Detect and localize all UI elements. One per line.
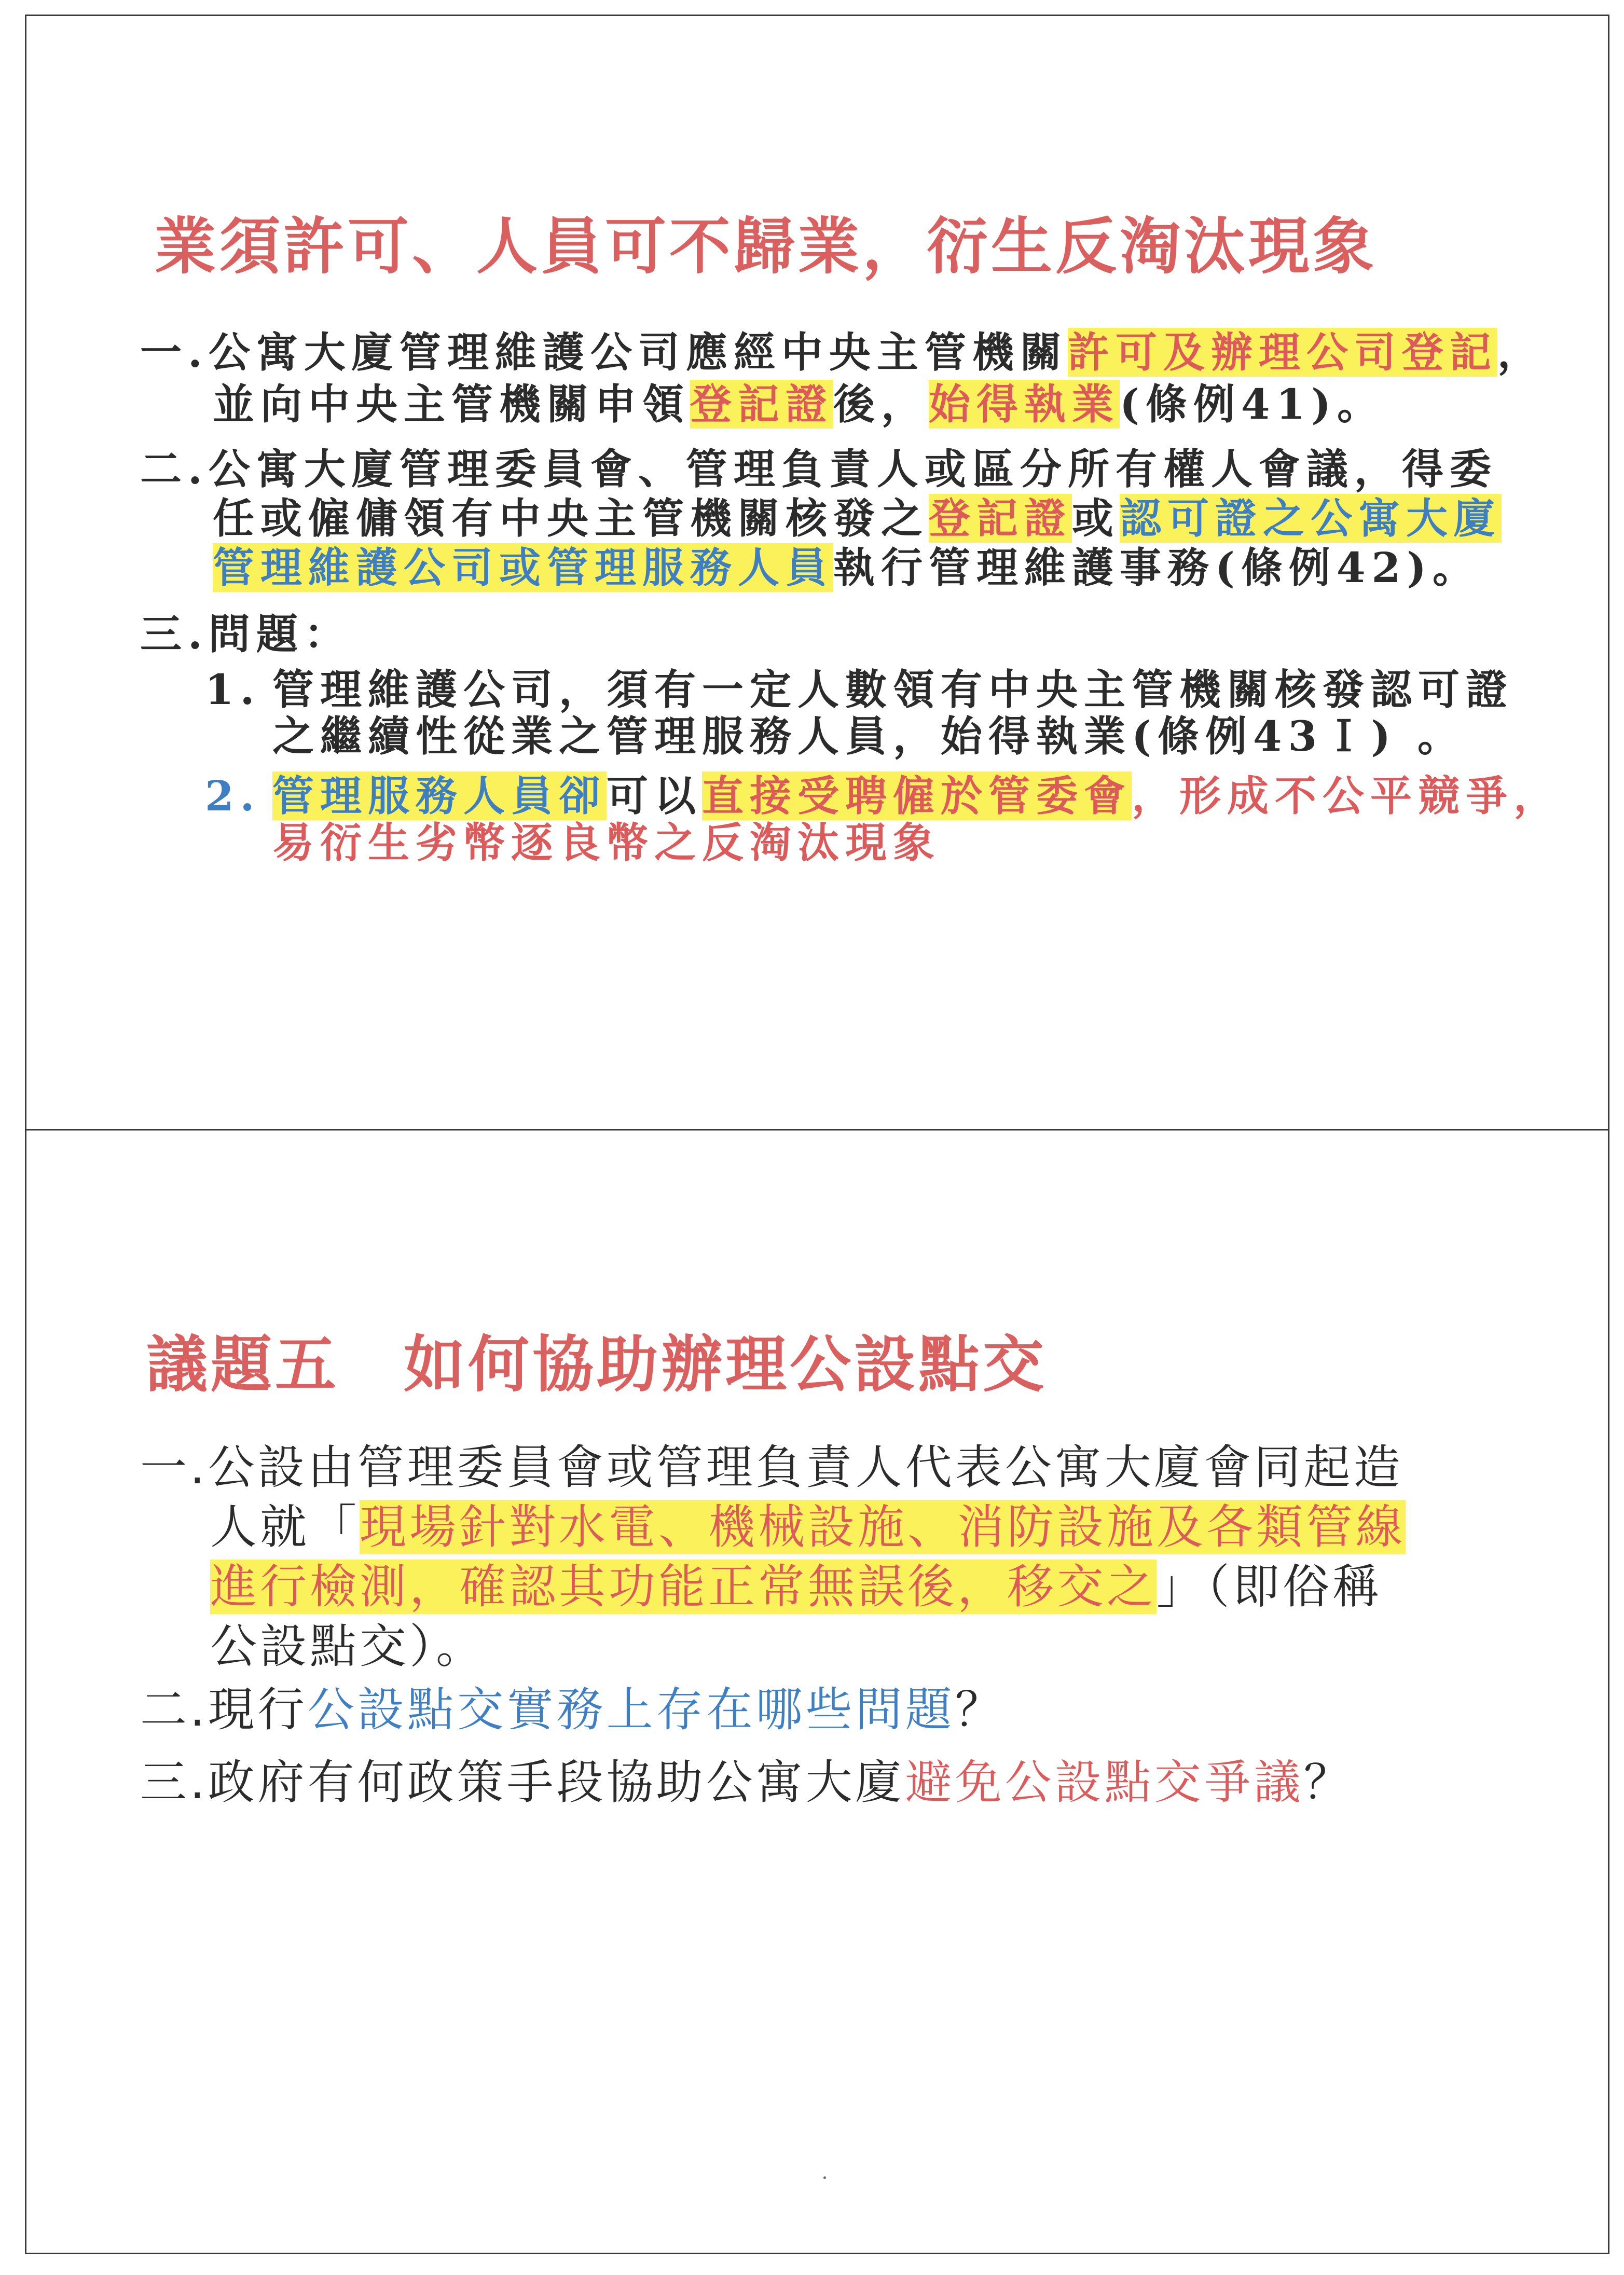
item-1-line-1 [140, 319, 1545, 379]
issue-2-number: 二. [140, 1683, 208, 1737]
issue-1-line-1 [140, 1429, 1403, 1497]
text: (條例41)。 [1120, 380, 1385, 429]
item-2-line-3 [213, 534, 1480, 594]
sub-1-line-2 [272, 703, 1465, 763]
text: 並向中央主管機關申領 [213, 380, 690, 429]
highlight: 許可及辦理公司登記 [1067, 328, 1497, 377]
highlight: 始得執業 [929, 380, 1120, 429]
sub-2-number: 2. [205, 771, 261, 820]
text: 公設點交）。 [210, 1619, 486, 1674]
item-3-number: 三. [140, 610, 209, 658]
issue-3-number: 三. [140, 1755, 208, 1810]
item-2-number: 二. [140, 445, 209, 493]
text: ？ [1303, 1755, 1354, 1810]
text: 後， [833, 380, 929, 429]
slide-2-title: 議題五 如何協助辦理公設點交 [146, 1328, 1048, 1400]
issue-1-number: 一. [140, 1440, 208, 1495]
text: 人就「 [210, 1500, 360, 1554]
issue-3-line [140, 1744, 1354, 1812]
text: 管理維護公司，須有一定人數領有中央主管機關核發認可證 [272, 665, 1513, 714]
text: ， [1497, 328, 1545, 377]
text: 政府有何政策手段協助公寓大廈 [208, 1755, 905, 1810]
highlight: 直接受聘僱於管委會 [702, 771, 1132, 820]
issue-1-line-4 [210, 1608, 486, 1676]
sub-2-line-2 [272, 809, 941, 869]
text: 」（即俗稱 [1157, 1560, 1382, 1614]
slide-divider [25, 1129, 1609, 1130]
text: 可以 [607, 771, 702, 820]
item-1-line-2 [213, 371, 1385, 431]
text: ，形成不公平競爭， [1132, 771, 1561, 820]
issue-1-line-3 [210, 1549, 1382, 1616]
text: 避免公設點交爭議 [905, 1755, 1304, 1810]
text: 問題： [208, 610, 352, 658]
highlight: 現場針對水電、機械設施、消防設施及各類管線 [360, 1500, 1406, 1554]
text: 公設由管理委員會或管理負責人代表公寓大廈會同起造 [208, 1440, 1403, 1495]
slide-1-title: 業須許可、人員可不歸業，衍生反淘汰現象 [155, 210, 1378, 282]
highlight: 登記證 [929, 494, 1072, 543]
scan-speck [823, 2176, 826, 2179]
text: 或 [1072, 494, 1120, 543]
text: ？ [955, 1683, 1005, 1737]
text: 現行 [208, 1683, 308, 1737]
text: 執行管理維護事務(條例42)。 [833, 543, 1481, 592]
issue-2-line [140, 1672, 1005, 1739]
item-3-line-1 [140, 601, 352, 660]
highlight: 登記證 [690, 380, 833, 429]
sub-1-number: 1. [205, 665, 261, 714]
highlight: 管理服務人員卻 [272, 771, 607, 820]
issue-1-line-2 [210, 1489, 1406, 1556]
highlight: 認可證之公寓大廈 [1120, 494, 1502, 543]
text: 公寓大廈管理維護公司應經中央主管機關 [208, 328, 1068, 377]
text: 公設點交實務上存在哪些問題 [307, 1683, 955, 1737]
text: 公寓大廈管理委員會、管理負責人或區分所有權人會議，得委 [208, 445, 1497, 493]
text: 任或僱傭領有中央主管機關核發之 [213, 494, 929, 543]
text: 易衍生劣幣逐良幣之反淘汰現象 [272, 818, 941, 867]
text: 之繼續性從業之管理服務人員，始得執業(條例43Ｉ) 。 [272, 712, 1465, 761]
item-1-number: 一. [140, 328, 209, 377]
highlight: 管理維護公司或管理服務人員 [213, 543, 833, 592]
highlight: 進行檢測，確認其功能正常無誤後，移交之 [210, 1560, 1157, 1614]
